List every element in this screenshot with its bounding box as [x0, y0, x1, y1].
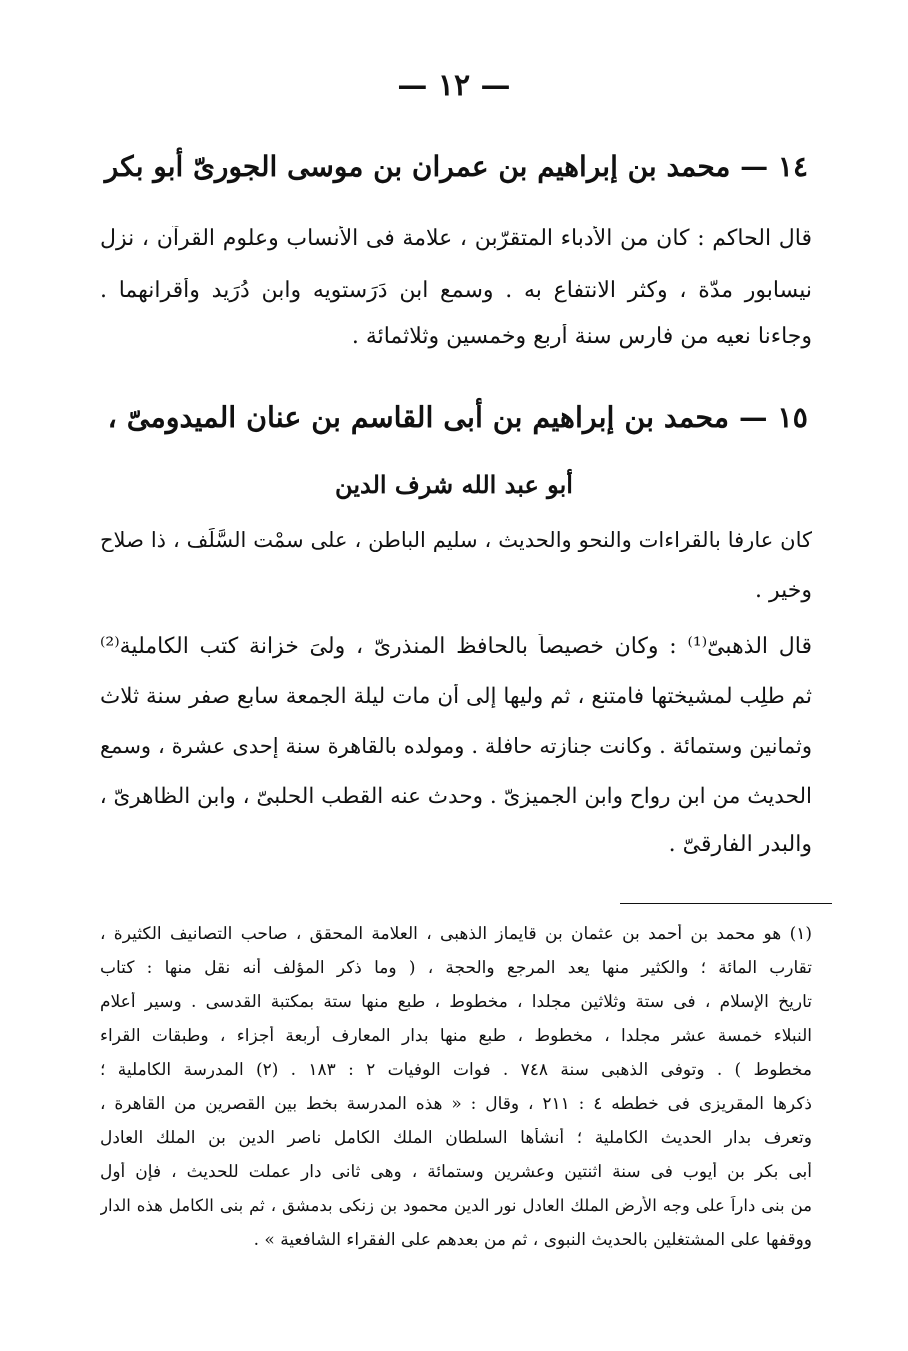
entry-14-heading: ١٤ — محمد بن إبراهيم بن عمران بن موسى الجورىّ أبو بكر [104, 150, 808, 183]
footnote-line: وتعرف بدار الحديث الكاملية ؛ أنشأها السلطان الملك الكامل ناصر الدين بن الملك العادل [100, 1128, 812, 1148]
entry-15-para2-line: الحديث من ابن رواح وابن الجميزىّ . وحدث عنه القطب الحلبىّ ، وابن الظاهرىّ ، [100, 784, 812, 809]
footnote-line: مخطوط ) . وتوفى الذهبى سنة ٧٤٨ . فوات الوفيات ٢ : ١٨٣ . (٢) المدرسة الكاملية ؛ [100, 1060, 812, 1080]
footnote-separator [620, 903, 832, 904]
entry-15-para2-line: قال الذهبىّ⁽¹⁾ : وكان خصيصاً بالحافظ المنذرىّ ، ولىَ خزانة كتب الكاملية⁽²⁾ [100, 634, 812, 659]
page-number: — ١٢ — [397, 68, 511, 103]
footnote-line: ووقفها على المشتغلين بالحديث النبوى ، ثم من بعدهم على الفقراء الشافعية » . [253, 1230, 812, 1250]
footnote-line: تاريخ الإسلام ، فى ستة وثلاثين مجلدا ، مخطوط ، طبع منها ستة بمكتبة القدسى . وسير أعلام [100, 992, 812, 1012]
footnote-line: النبلاء خمسة عشر مجلدا ، مخطوط ، طبع منها بدار المعارف أربعة أجزاء ، وطبقات القراء [100, 1026, 812, 1046]
entry-15-para1-line: كان عارفا بالقراءات والنحو والحديث ، سليم الباطن ، على سمْت السَّلَف ، ذا صلاح [100, 528, 812, 552]
footnote-line: (١) هو محمد بن أحمد بن عثمان بن قايماز الذهبى ، العلامة المحقق ، صاحب التصانيف الكثيرة ، [100, 924, 812, 944]
footnote-line: ذكرها المقريزى فى خططه ٤ : ٢١١ ، وقال : « هذه المدرسة بخط بين القصرين من القاهرة ، [100, 1094, 812, 1114]
entry-14-line: قال الحاكم : كان من الأدباء المتقرّبن ، علامة فى الأنساب وعلوم القرآن ، نزل [100, 226, 812, 251]
entry-14-line: نيسابور مدّة ، وكثر الانتفاع به . وسمع ابن دَرَستويه وابن دُرَيد وأقرانهما . [100, 278, 812, 303]
entry-15-para2-line: وثمانين وستمائة . وكانت جنازته حافلة . ومولده بالقاهرة سنة إحدى عشرة ، وسمع [100, 734, 812, 758]
entry-15-subheading: أبو عبد الله شرف الدين [335, 470, 573, 499]
footnote-line: تقارب المائة ؛ والكثير منها يعد المرجع والحجة ، ( وما ذكر المؤلف أنه نقل منها : كتاب [100, 958, 812, 978]
footnote-line: أبى بكر بن أيوب فى سنة اثنتين وعشرين وستمائة ، وهى ثانى دار عملت للحديث ، فإن أول [100, 1162, 812, 1182]
entry-14-line: وجاءنا نعيه من فارس سنة أربع وخمسين وثلاثمائة . [351, 324, 812, 349]
entry-15-heading: ١٥ — محمد بن إبراهيم بن أبى القاسم بن عنان الميدومىّ ، [107, 400, 808, 434]
footnote-line: من بنى داراً على وجه الأرض الملك العادل نور الدين محمود بن زنكى بدمشق ، ثم بنى الكامل هذه الدار [100, 1196, 812, 1215]
entry-15-para1-line: وخير . [755, 578, 812, 603]
entry-15-para2-line: والبدر الفارقىّ . [668, 832, 812, 857]
entry-15-para2-line: ثم طلِب لمشيختها فامتنع ، ثم وليها إلى أن مات ليلة الجمعة سابع صفر سنة ثلاث [100, 684, 812, 709]
